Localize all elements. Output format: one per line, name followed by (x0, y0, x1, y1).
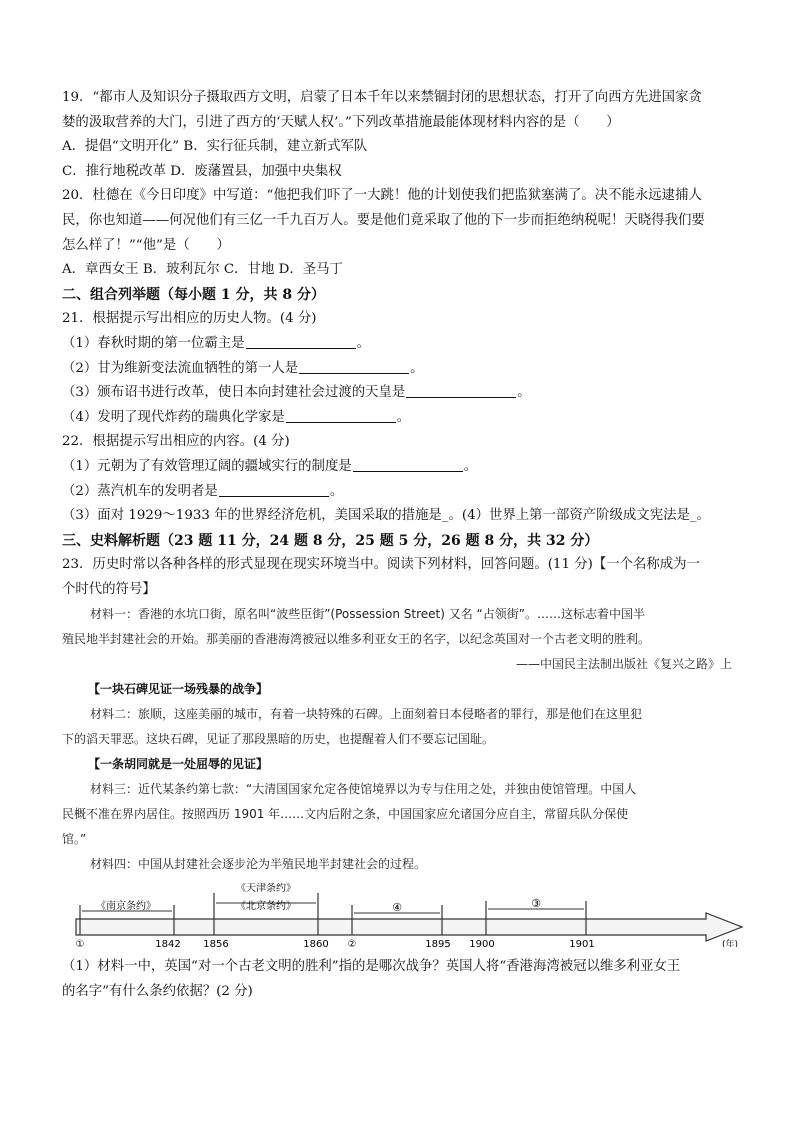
q21-item3-end: 。 (517, 385, 531, 401)
material1-line1: 材料一：香港的水坑口街，原名叫“波些臣街”(Possession Street) 又名 “占领街”。……这标志着中国半 (90, 607, 645, 622)
material4-line: 材料四：中国从封建社会逐步沦为半殖民地半封建社会的过程。 (90, 857, 427, 872)
q21-item2-end: 。 (410, 360, 424, 376)
q22-item2-end: 。 (329, 483, 344, 499)
q22-item2 (62, 480, 732, 505)
q23-sub1-line2: 的名字”有什么条约依据？(2 分) (62, 984, 253, 1000)
section3-title: 三、史料解析题（23 题 11 分，24 题 8 分，25 题 5 分，26 题 8 分，共 32 分） (62, 532, 599, 549)
material2-line1: 材料二：旅顺，这座美丽的城市，有着一块特殊的石碑。上面刻着日本侵略者的罪行，那是他们在这里犯 (90, 707, 643, 722)
material1-line2: 殖民地半封建社会的开始。那美丽的香港海湾被冠以维多利亚女王的名字，以纪念英国对一个古老文明的胜利。 (62, 632, 651, 647)
exam-page (62, 86, 739, 1005)
q21-item4 (62, 406, 732, 431)
material2-heading: 【一块石碑见证一场残暴的战争】 (88, 682, 269, 697)
q21-item1-text: （1）春秋时期的第一位霸主是 (62, 335, 245, 351)
q23-stem-line1: 23．历史时常以各种各样的形式显现在现实环境当中。阅读下列材料，回答问题。(11 分)【一个名称成为一 (62, 557, 700, 573)
tick-label-1856: 1856 (203, 939, 229, 948)
tick-label-1: ① (75, 939, 85, 948)
label-beijing-treaty: 《北京条约》 (236, 901, 296, 913)
tick-label-1895: 1895 (425, 939, 451, 948)
tick-label-1900: 1900 (469, 939, 495, 948)
answer-blank[interactable] (353, 457, 463, 472)
timeline-band (76, 913, 742, 941)
q22-item2-text: （2）蒸汽机车的发明者是 (62, 483, 218, 499)
material3-heading: 【一条胡同就是一处屈辱的见证】 (88, 757, 269, 772)
timeline-diagram (66, 883, 756, 947)
q20-stem-line3: 怎么样了！”“他”是（ ） (62, 237, 230, 253)
tick-label-1860: 1860 (303, 939, 329, 948)
q21-item1 (62, 332, 732, 357)
q20-options: A．章西女王 B．玻利瓦尔 C．甘地 D．圣马丁 (62, 262, 343, 278)
q21-item2 (62, 357, 732, 382)
q22-stem: 22．根据提示写出相应的内容。(4 分) (62, 434, 290, 450)
q21-stem: 21．根据提示写出相应的历史人物。(4 分) (62, 311, 317, 327)
q19-stem-line1: 19．“都市人及知识分子摄取西方文明，启蒙了日本千年以来禁锢封闭的思想状态，打开了向西方先进国家贪 (62, 90, 702, 105)
answer-blank[interactable] (286, 408, 396, 423)
label-nanjing-treaty: 《南京条约》 (96, 901, 156, 913)
material3-line1: 材料三：近代某条约第七款：“大清国国家允定各使馆境界以为专与住用之处，并独由使馆管理。中国人 (90, 782, 637, 797)
answer-blank[interactable] (406, 383, 516, 398)
answer-blank[interactable] (299, 359, 409, 374)
q21-item3 (62, 381, 732, 406)
tick-label-1842: 1842 (155, 939, 181, 948)
tick-label-year-unit: (年) (721, 940, 739, 948)
answer-blank[interactable] (246, 334, 356, 349)
q22-item3-4: （3）面对 1929～1933 年的世界经济危机，美国采取的措施是_。(4）世界上第一部资产阶级成文宪法是_。 (62, 508, 710, 524)
q20-stem-line2: 民，你也知道——何况他们有三亿一千九百万人。要是他们竟采取了他的下一步而拒绝纳税呢！天晓得我们要 (62, 212, 705, 228)
q23-stem-line2: 个时代的符号】 (62, 581, 156, 597)
q22-item1-text: （1）元朝为了有效管理辽阔的疆域实行的制度是 (62, 458, 352, 474)
q21-item2-text: （2）甘为维新变法流血牺牲的第一人是 (62, 360, 299, 376)
label-blank-4: ④ (392, 901, 402, 915)
q22-item1-end: 。 (463, 458, 478, 474)
q19-options-ab: A．提倡“文明开化” B．实行征兵制，建立新式军队 (62, 139, 368, 155)
label-tianjin-treaty: 《天津条约》 (236, 883, 296, 895)
q19-options-cd: C．推行地税改革 D．废藩置县，加强中央集权 (62, 163, 342, 179)
material2-line2: 下的滔天罪恶。这块石碑，见证了那段黑暗的历史，也提醒着人们不要忘记国耻。 (62, 732, 495, 747)
material3-line3: 馆。” (62, 832, 87, 847)
q21-item4-end: 。 (396, 409, 411, 425)
q21-item3-text: （3）颁布诏书进行改革，使日本向封建社会过渡的天皇是 (62, 385, 406, 401)
q22-item1 (62, 455, 732, 480)
tick-label-1901: 1901 (569, 939, 595, 948)
q21-item4-text: （4）发明了现代炸药的瑞典化学家是 (62, 409, 285, 425)
label-blank-3: ③ (531, 897, 541, 911)
section2-title: 二、组合列举题（每小题 1 分，共 8 分） (62, 286, 325, 303)
material3-line2: 民概不准在界内居住。按照西历 1901 年……文内后附之条，中国国家应允诸国分应自主，常留兵队分保使 (62, 807, 629, 822)
answer-blank[interactable] (219, 482, 329, 497)
q21-item1-end: 。 (356, 335, 370, 351)
material1-source: ——中国民主法制出版社《复兴之路》上 (515, 657, 732, 672)
q20-stem-line1: 20．杜德在《今日印度》中写道：“他把我们吓了一大跳！他的计划使我们把监狱塞满了。决不能永远逮捕人 (62, 188, 702, 204)
tick-label-2: ② (347, 939, 357, 948)
q23-sub1-line1: （1）材料一中，英国“对一个古老文明的胜利”指的是哪次战争？英国人将“香港海湾被冠以维多利亚女王 (62, 959, 681, 975)
q19-stem-line2: 婪的汲取营养的大门，引进了西方的‘天赋人权’。”下列改革措施最能体现材料内容的是（ ） (62, 114, 620, 130)
